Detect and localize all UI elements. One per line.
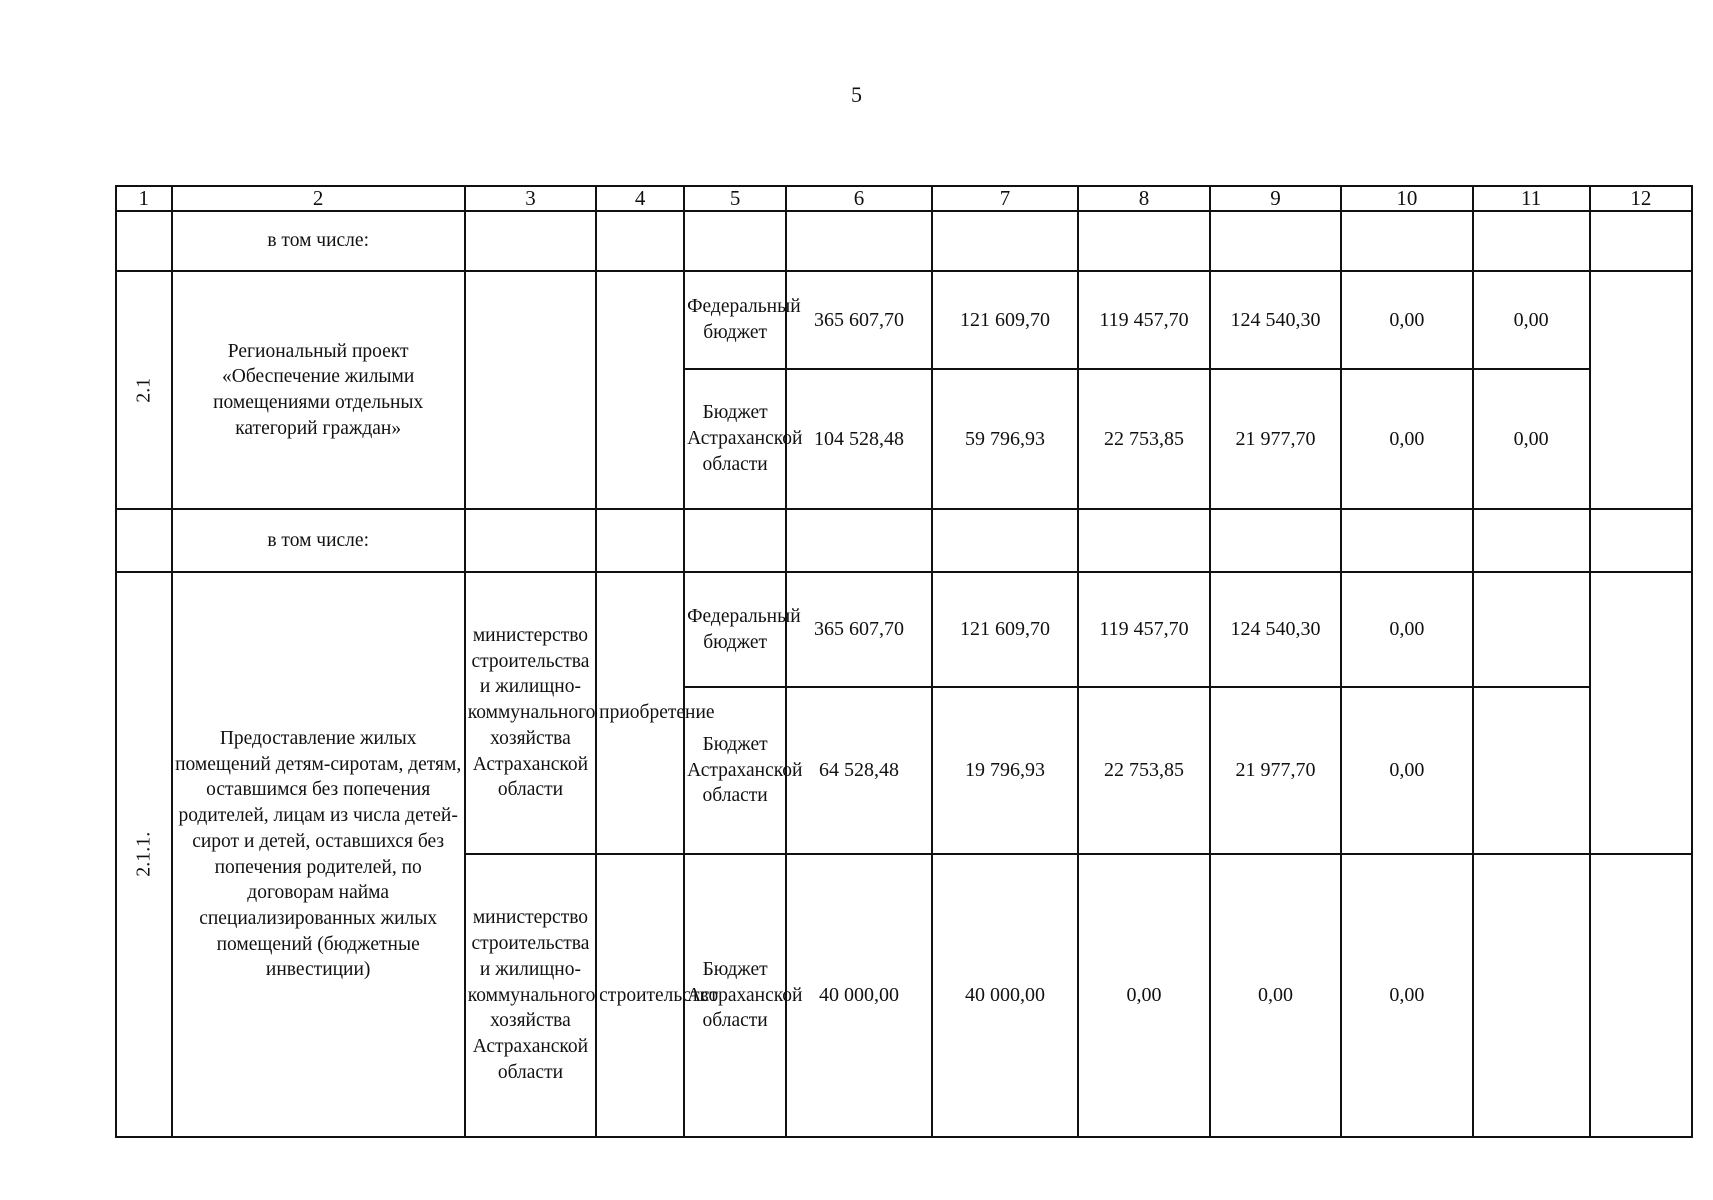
empty-cell <box>1210 509 1341 572</box>
including-label: в том числе: <box>172 509 465 572</box>
header-row <box>116 186 1692 211</box>
empty-cell <box>932 509 1079 572</box>
funding-source: Бюджет Астраханской области <box>684 854 786 1137</box>
row-number-cell <box>116 271 172 509</box>
empty-cell <box>786 211 932 271</box>
empty-cell <box>116 509 172 572</box>
table-row <box>116 271 1692 369</box>
amount-cell: 21 977,70 <box>1210 687 1341 854</box>
column-number: 12 <box>1590 186 1692 211</box>
row-number: 2.1.1. <box>132 831 155 877</box>
funding-source: Федеральный бюджет <box>684 271 786 369</box>
executor-cell <box>465 271 596 509</box>
amount-cell: 0,00 <box>1210 854 1341 1137</box>
empty-cell <box>116 211 172 271</box>
table-row <box>116 572 1692 687</box>
amount-cell: 0,00 <box>1078 854 1209 1137</box>
empty-cell <box>1590 509 1692 572</box>
including-row <box>116 509 1692 572</box>
empty-cell <box>465 509 596 572</box>
column-number: 11 <box>1473 186 1590 211</box>
activity-name: Предоставление жилых помещений детям-сиротам, детям, оставшимся без попечения родителей, лицам из числа детей-сирот и детей, оставшихся без попечения родителей, по договорам найма специализированных жилых помещений (бюджетные инвестиции) <box>172 572 465 1137</box>
amount-cell: 40 000,00 <box>786 854 932 1137</box>
column-number: 7 <box>932 186 1079 211</box>
amount-cell: 104 528,48 <box>786 369 932 509</box>
amount-cell: 0,00 <box>1341 271 1472 369</box>
column-number: 1 <box>116 186 172 211</box>
empty-cell <box>684 211 786 271</box>
amount-cell: 64 528,48 <box>786 687 932 854</box>
amount-cell: 0,00 <box>1341 572 1472 687</box>
amount-cell: 365 607,70 <box>786 271 932 369</box>
empty-cell <box>465 211 596 271</box>
column-number: 5 <box>684 186 786 211</box>
amount-cell: 365 607,70 <box>786 572 932 687</box>
column-number: 2 <box>172 186 465 211</box>
empty-cell <box>1473 687 1590 854</box>
empty-cell <box>596 509 684 572</box>
empty-cell <box>596 211 684 271</box>
funding-source: Бюджет Астраханской области <box>684 369 786 509</box>
empty-cell <box>1590 572 1692 854</box>
column-number: 3 <box>465 186 596 211</box>
empty-cell <box>1341 211 1472 271</box>
project-name: Региональный проект «Обеспечение жилыми помещениями отдельных категорий граждан» <box>172 271 465 509</box>
empty-cell <box>1590 271 1692 509</box>
amount-cell: 124 540,30 <box>1210 572 1341 687</box>
amount-cell: 119 457,70 <box>1078 572 1209 687</box>
budget-table <box>115 185 1693 1138</box>
column-number: 10 <box>1341 186 1472 211</box>
funding-source: Федеральный бюджет <box>684 572 786 687</box>
page-number: 5 <box>851 82 862 107</box>
empty-cell <box>1473 509 1590 572</box>
amount-cell: 19 796,93 <box>932 687 1079 854</box>
amount-cell: 121 609,70 <box>932 572 1079 687</box>
empty-cell <box>1590 854 1692 1137</box>
empty-cell <box>1341 509 1472 572</box>
executor: министерство строительства и жилищно-коммунального хозяйства Астраханской области <box>465 854 596 1137</box>
amount-cell: 0,00 <box>1341 687 1472 854</box>
row-number: 2.1 <box>132 377 155 403</box>
empty-cell <box>1078 211 1209 271</box>
amount-cell: 40 000,00 <box>932 854 1079 1137</box>
empty-cell <box>1078 509 1209 572</box>
including-label: в том числе: <box>172 211 465 271</box>
amount-cell: 22 753,85 <box>1078 687 1209 854</box>
column-number: 8 <box>1078 186 1209 211</box>
empty-cell <box>1473 572 1590 687</box>
including-row <box>116 211 1692 271</box>
amount-cell: 121 609,70 <box>932 271 1079 369</box>
empty-cell <box>684 509 786 572</box>
amount-cell: 0,00 <box>1341 369 1472 509</box>
row-number-cell <box>116 572 172 1137</box>
empty-cell <box>1473 854 1590 1137</box>
empty-cell <box>1590 211 1692 271</box>
amount-cell: 22 753,85 <box>1078 369 1209 509</box>
executor: министерство строительства и жилищно-коммунального хозяйства Астраханской области <box>465 572 596 854</box>
empty-cell <box>932 211 1079 271</box>
amount-cell: 21 977,70 <box>1210 369 1341 509</box>
column-number: 9 <box>1210 186 1341 211</box>
amount-cell: 119 457,70 <box>1078 271 1209 369</box>
funding-source: Бюджет Астраханской области <box>684 687 786 854</box>
amount-cell: 0,00 <box>1473 271 1590 369</box>
purpose: приобретение <box>596 572 684 854</box>
empty-cell <box>1210 211 1341 271</box>
empty-cell <box>786 509 932 572</box>
empty-cell <box>1473 211 1590 271</box>
column-number: 4 <box>596 186 684 211</box>
purpose-cell <box>596 271 684 509</box>
column-number: 6 <box>786 186 932 211</box>
amount-cell: 0,00 <box>1341 854 1472 1137</box>
amount-cell: 59 796,93 <box>932 369 1079 509</box>
amount-cell: 0,00 <box>1473 369 1590 509</box>
purpose: строительство <box>596 854 684 1137</box>
amount-cell: 124 540,30 <box>1210 271 1341 369</box>
